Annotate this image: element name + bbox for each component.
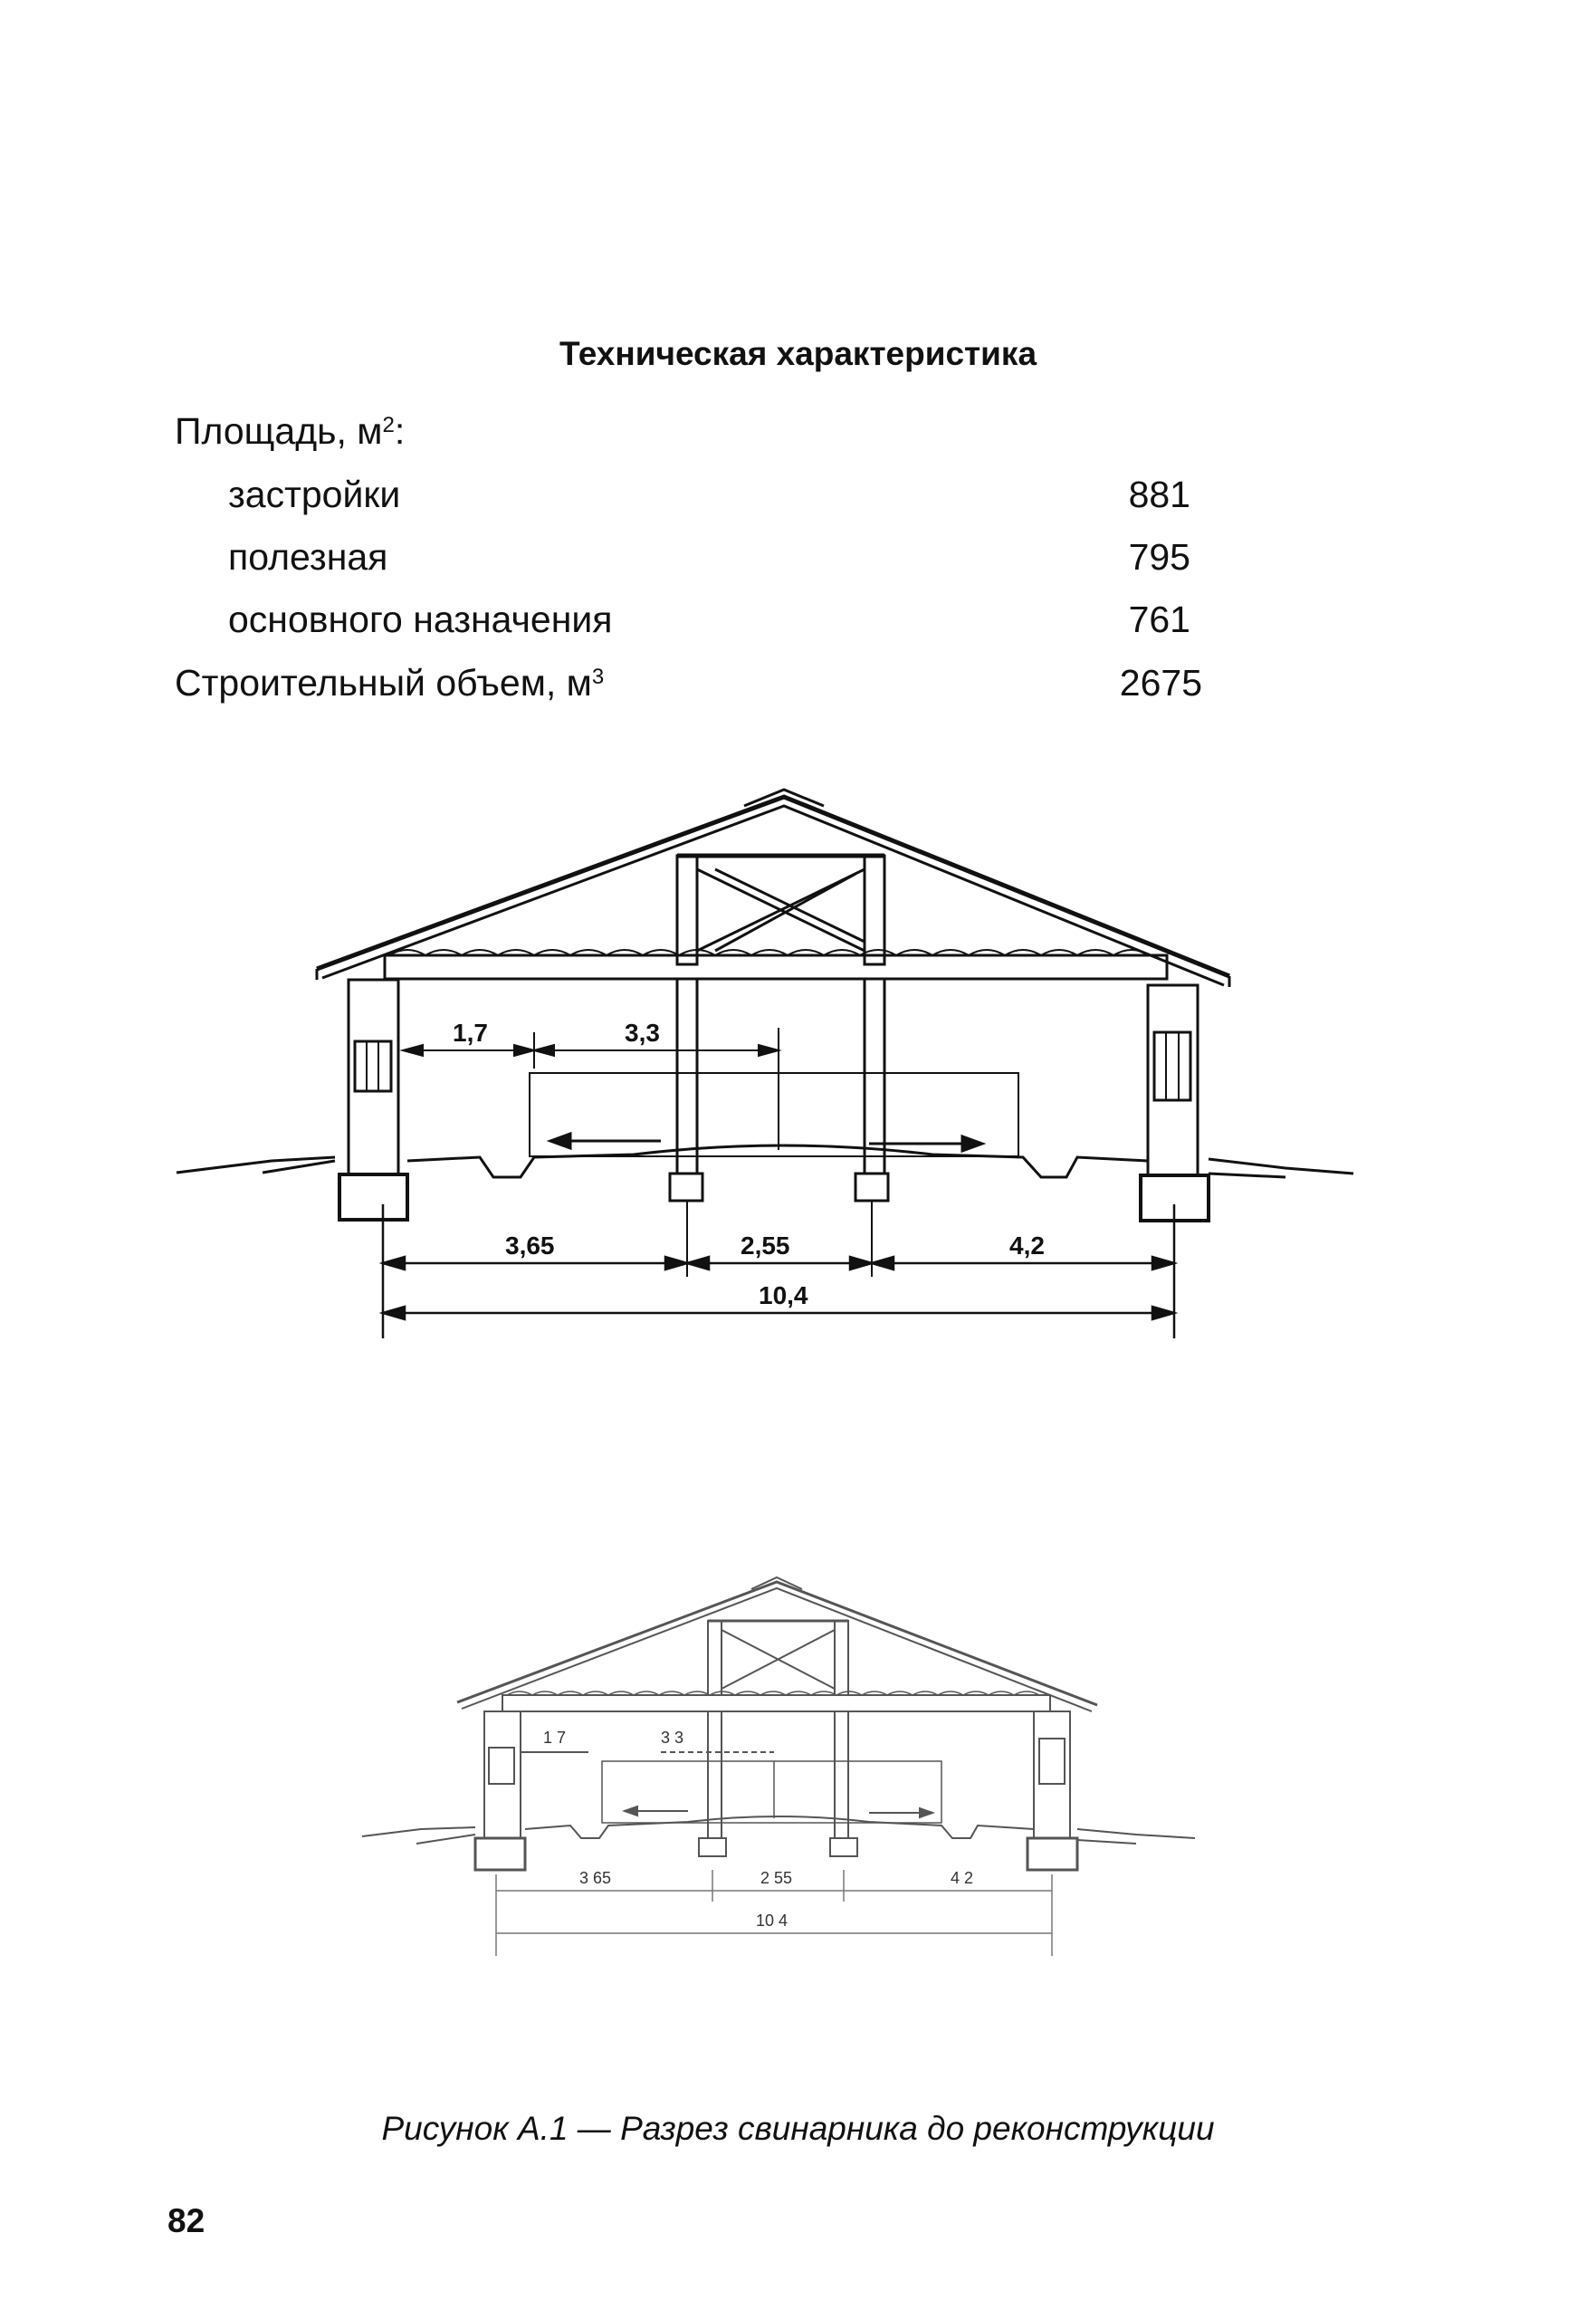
small-dim-2-55: 2 55 [760,1869,793,1887]
small-dim-3-3: 3 3 [661,1729,684,1747]
row-label-built-up: застройки [228,474,401,515]
dim-1-7: 1,7 [453,1019,488,1047]
area-label: Площадь, $м^2$: [175,410,406,452]
row-value-primary-purpose: 761 [1128,599,1190,640]
small-dim-1-7: 1 7 [543,1729,567,1747]
row-label-primary-purpose: основного назначения [228,599,613,640]
technical-characteristics-title: Техническая характеристика [559,335,1037,372]
volume-label: Строительный объем, $м^3$ [175,662,605,704]
row-label-useful: полезная [228,536,388,578]
figure-caption: Рисунок А.1 — Разрез свинарника до реконструкции [381,2110,1215,2147]
page-number: 82 [167,2202,205,2239]
row-value-useful: 795 [1128,536,1190,578]
small-dim-4-2: 4 2 [951,1869,974,1887]
dim-3-3: 3,3 [625,1019,660,1047]
small-dim-3-65: 3 65 [579,1869,612,1887]
small-dim-10-4: 10 4 [756,1912,788,1930]
dim-4-2: 4,2 [1009,1231,1045,1260]
dim-10-4: 10,4 [759,1281,808,1309]
row-value-built-up: 881 [1128,474,1190,515]
dim-2-55: 2,55 [741,1231,790,1260]
dim-3-65: 3,65 [505,1231,555,1260]
volume-value: 2675 [1119,662,1202,704]
